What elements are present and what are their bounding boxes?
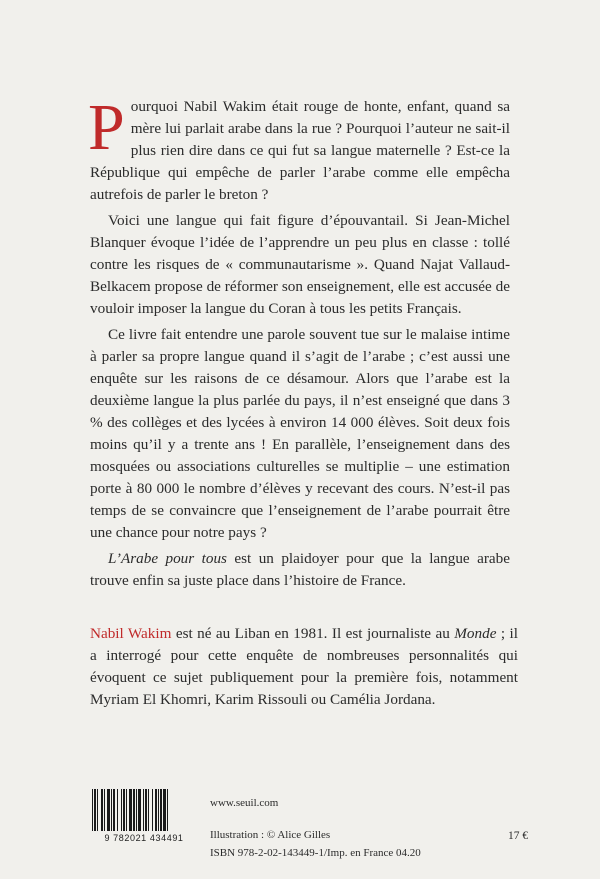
barcode-bar	[97, 789, 98, 831]
paragraph-4	[90, 548, 510, 592]
newspaper-name: Monde	[454, 625, 497, 642]
publisher-website: www.seuil.com	[210, 797, 279, 809]
barcode-bars	[88, 789, 200, 833]
barcode	[88, 789, 200, 849]
intro-text: ourquoi Nabil Wakim était rouge de honte, enfant, quand sa mère lui parlait arabe dans la rue ? Pourquoi l’auteur ne sait-il plus rien dire dans ce qui fut sa langue maternelle ? Est-ce la République qui empêche de parler l’arabe comme elle empêcha autrefois de parler le breton ?	[90, 98, 510, 203]
barcode-bar	[121, 789, 122, 831]
author-bio	[90, 623, 518, 711]
barcode-bar	[104, 789, 105, 831]
illustration-credit: Illustration : © Alice Gilles	[210, 829, 331, 841]
barcode-bar	[160, 789, 162, 831]
paragraph-3: Ce livre fait entendre une parole souvent tue sur le malaise intime à parler sa propre langue quand il s’agit de l’arabe ; c’est aussi une enquête sur les raisons de ce désamour. Alors que l’arabe est la deuxième langue la plus parlée du pays, il n’est enseigné que dans 3 % des collèges et des lycées à environ 14 000 élèves. Soit deux fois moins qu’il y a trente ans ! En parallèle, l’enseignement dans des mosquées ou associations culturelles se multiplie – une estimation porte à 80 000 le nombre d’élèves y recevant des cours. N’est-il pas temps de se convaincre que l’enseignement de l’arabe pourrait être une chance pour notre pays ?	[90, 326, 510, 541]
intro-paragraph	[88, 91, 510, 206]
synopsis	[88, 91, 510, 596]
book-title: L’Arabe pour tous	[108, 550, 227, 567]
barcode-digits: 9 782021 434491	[104, 833, 184, 843]
barcode-bar	[152, 789, 153, 831]
paragraph-2: Voici une langue qui fait figure d’épouvantail. Si Jean-Michel Blanquer évoque l’idée de l’apprendre un peu plus en classe : tollé contre les risques de « communautarisme ». Quand Najat Vallaud-Belkacem propose de réformer son enseignement, elle est accusée de vouloir imposer la langue du Coran à tous les petits Français.	[90, 212, 510, 317]
barcode-bar	[113, 789, 115, 831]
barcode-bar	[163, 789, 166, 831]
barcode-bar	[126, 789, 127, 831]
barcode-bar	[94, 789, 96, 831]
barcode-bar	[133, 789, 135, 831]
barcode-bar	[123, 789, 125, 831]
barcode-bar	[136, 789, 137, 831]
author-bio-part2: ; il a interrogé pour cette enquête de nombreuses personnalités qui évoquent ce sujet publiquement pour la première fois, notamment Myriam El Khomri, Karim Rissouli ou Camélia Jordana.	[90, 625, 518, 708]
paragraph-4-text: est un plaidoyer pour que la langue arabe trouve enfin sa juste place dans l’histoire de France.	[90, 550, 510, 589]
barcode-bar	[111, 789, 112, 831]
barcode-bar	[117, 789, 118, 831]
barcode-bar	[101, 789, 103, 831]
barcode-bar	[143, 789, 144, 831]
price: 17 €	[508, 830, 529, 842]
barcode-bar	[145, 789, 147, 831]
isbn-line: ISBN 978-2-02-143449-1/Imp. en France 04.20	[210, 847, 421, 859]
author-name: Nabil Wakim	[90, 625, 172, 642]
barcode-bar	[107, 789, 110, 831]
barcode-bar	[167, 789, 168, 831]
barcode-bar	[148, 789, 149, 831]
barcode-bar	[155, 789, 157, 831]
publisher-info	[210, 794, 421, 862]
drop-cap: P	[88, 91, 125, 164]
barcode-bar	[129, 789, 132, 831]
barcode-bar	[158, 789, 159, 831]
barcode-bar	[92, 789, 93, 831]
barcode-bar	[138, 789, 141, 831]
author-bio-part1: est né au Liban en 1981. Il est journaliste au	[171, 625, 455, 642]
